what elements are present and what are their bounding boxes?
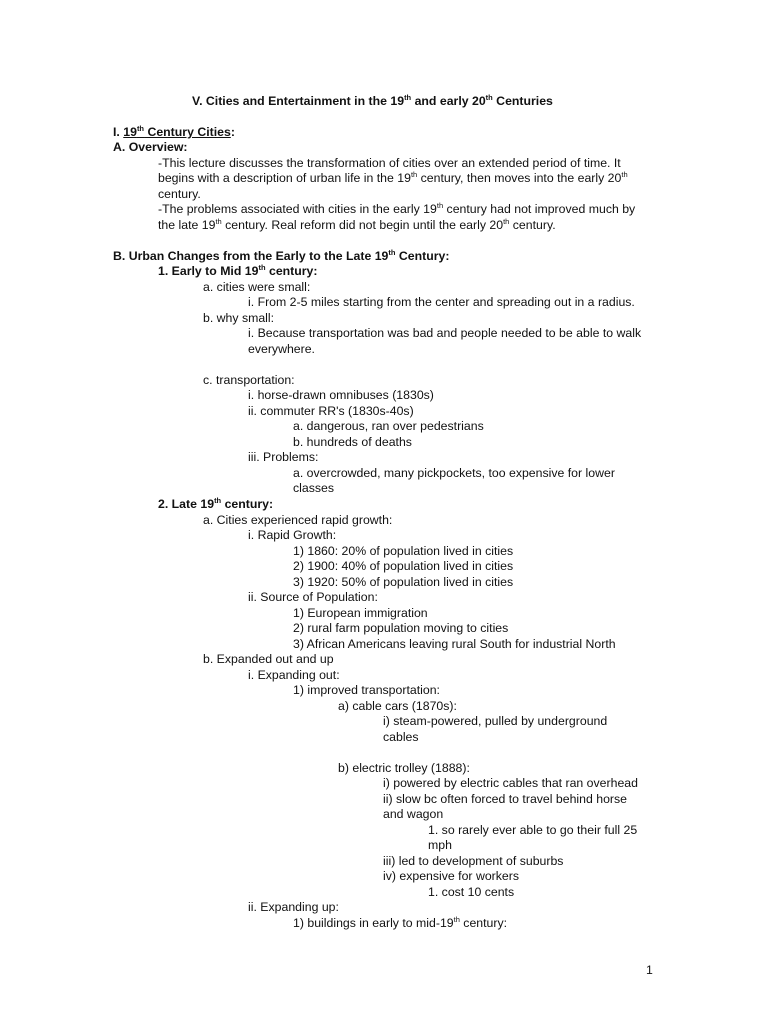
outline-item: cables xyxy=(383,730,419,744)
overview-paragraph-line: century. xyxy=(158,187,201,201)
outline-item: 1) improved transportation: xyxy=(293,683,440,697)
section-heading-19th-century-cities: I. 19th Century Cities: xyxy=(113,123,235,139)
outline-item: i. Rapid Growth: xyxy=(248,528,337,542)
outline-item: i. From 2-5 miles starting from the center and spreading out in a radius. xyxy=(248,295,635,309)
document-title: V. Cities and Entertainment in the 19th and early 20th Centuries xyxy=(192,92,553,108)
outline-item: mph xyxy=(428,838,452,852)
outline-item: ii. Source of Population: xyxy=(248,590,378,604)
overview-paragraph-line: begins with a description of urban life in the 19th century, then moves into the early 20th xyxy=(158,169,628,185)
outline-item: ii) slow bc often forced to travel behind horse xyxy=(383,792,628,806)
outline-item: a. dangerous, ran over pedestrians xyxy=(293,419,484,433)
outline-item: b) electric trolley (1888): xyxy=(338,761,470,775)
outline-item: and wagon xyxy=(383,807,444,821)
item-heading-late-19th: 2. Late 19th century: xyxy=(158,495,274,511)
outline-item: 2) 1900: 40% of population lived in cities xyxy=(293,559,514,573)
outline-item: 3) 1920: 50% of population lived in cities xyxy=(293,575,514,589)
outline-item: b. why small: xyxy=(203,311,275,325)
outline-item: a) cable cars (1870s): xyxy=(338,699,457,713)
outline-item: a. Cities experienced rapid growth: xyxy=(203,513,393,527)
outline-item: i. Expanding out: xyxy=(248,668,340,682)
outline-item: i) steam-powered, pulled by underground xyxy=(383,714,608,728)
outline-item: c. transportation: xyxy=(203,373,295,387)
outline-item: i) powered by electric cables that ran overhead xyxy=(383,776,638,790)
outline-item: classes xyxy=(293,481,335,495)
outline-item: 1) 1860: 20% of population lived in cities xyxy=(293,544,514,558)
outline-item: 3) African Americans leaving rural South for industrial North xyxy=(293,637,616,651)
outline-item: 1. so rarely ever able to go their full 25 xyxy=(428,823,638,837)
outline-item: everywhere. xyxy=(248,342,315,356)
outline-item: 1) buildings in early to mid-19th century: xyxy=(293,914,508,930)
subsection-heading-overview: A. Overview: xyxy=(113,140,188,154)
overview-paragraph-line: -The problems associated with cities in the early 19th century had not improved much by xyxy=(158,200,636,216)
outline-item: b. Expanded out and up xyxy=(203,652,334,666)
outline-item: iii. Problems: xyxy=(248,450,319,464)
outline-item: b. hundreds of deaths xyxy=(293,435,412,449)
outline-item: ii. commuter RR's (1830s-40s) xyxy=(248,404,414,418)
outline-item: a. cities were small: xyxy=(203,280,311,294)
overview-paragraph-line: -This lecture discusses the transformation of cities over an extended period of time. It xyxy=(158,156,621,170)
outline-item: iv) expensive for workers xyxy=(383,869,519,883)
outline-item: ii. Expanding up: xyxy=(248,900,339,914)
outline-item: 1. cost 10 cents xyxy=(428,885,515,899)
subsection-heading-urban-changes: B. Urban Changes from the Early to the Late 19th Century: xyxy=(113,247,450,263)
outline-item: i. Because transportation was bad and people needed to be able to walk xyxy=(248,326,642,340)
outline-item: 1) European immigration xyxy=(293,606,428,620)
outline-item: a. overcrowded, many pickpockets, too expensive for lower xyxy=(293,466,615,480)
outline-item: 2) rural farm population moving to cities xyxy=(293,621,509,635)
outline-item: iii) led to development of suburbs xyxy=(383,854,564,868)
item-heading-early-to-mid: 1. Early to Mid 19th century: xyxy=(158,262,318,278)
overview-paragraph-line: the late 19th century. Real reform did not begin until the early 20th century. xyxy=(158,216,556,232)
page-number: 1 xyxy=(646,963,653,977)
outline-item: i. horse-drawn omnibuses (1830s) xyxy=(248,388,434,402)
